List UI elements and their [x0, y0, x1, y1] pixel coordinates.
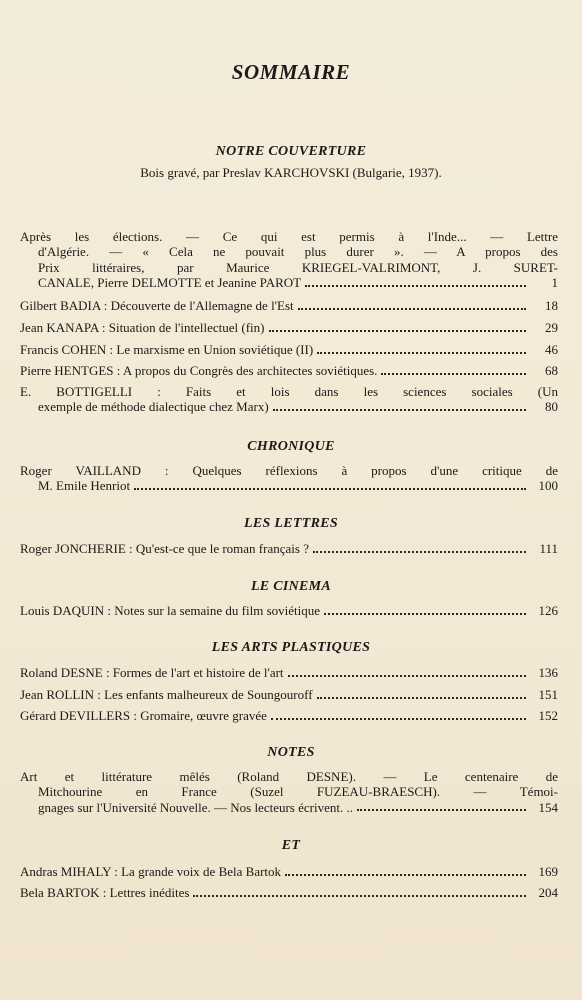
dot-leader — [305, 285, 526, 287]
page-number: 152 — [538, 708, 558, 723]
toc-entry-text: Andras MIHALY : La grande voix de Bela Bartok — [20, 864, 282, 879]
toc-entry-text: Bela BARTOK : Lettres inédites — [20, 885, 190, 900]
toc-entry-text: Pierre HENTGES : A propos du Congrès des architectes soviétiques. — [20, 363, 378, 378]
toc-entry — [20, 229, 558, 290]
dot-leader — [324, 613, 526, 615]
toc-entry-text: exemple de méthode dialectique chez Marx) — [38, 399, 269, 415]
toc-entry — [20, 298, 558, 313]
toc-entry-text: d'Algérie. — « Cela ne pouvait plus durer ». — A propos des — [38, 244, 558, 260]
toc-entry-text: Roland DESNE : Formes de l'art et histoire de l'art — [20, 665, 284, 680]
toc-entry-text: Roger JONCHERIE : Qu'est-ce que le roman français ? — [20, 541, 309, 556]
toc-entry — [20, 342, 558, 357]
cover-description: Bois gravé, par Preslav KARCHOVSKI (Bulgarie, 1937). — [140, 165, 442, 180]
page-title: SOMMAIRE — [231, 60, 351, 84]
page-number: 100 — [538, 478, 558, 494]
toc-entry-text: Prix littéraires, par Maurice KRIEGEL-VALRIMONT, J. SURET- — [38, 259, 558, 275]
section-heading-et: ET — [281, 838, 301, 853]
toc-entry-text: E. BOTTIGELLI : Faits et lois dans les sciences sociales (Un — [20, 384, 558, 399]
dot-leader — [269, 330, 527, 332]
dot-leader — [357, 809, 526, 811]
dot-leader — [381, 373, 526, 375]
dot-leader — [271, 718, 526, 720]
section-heading-lettres: LES LETTRES — [244, 516, 338, 531]
toc-entry-text: Francis COHEN : Le marxisme en Union soviétique (II) — [20, 342, 314, 357]
page-number: 80 — [545, 399, 558, 415]
page-number: 126 — [538, 603, 558, 618]
toc-entry — [20, 541, 558, 556]
toc-entry — [20, 463, 558, 494]
toc-entry-text: Art et littérature mêlés (Roland DESNE). — Le centenaire de — [20, 769, 558, 784]
dot-leader — [273, 409, 526, 411]
toc-entry-text: Mitchourine en France (Suzel FUZEAU-BRAESCH). — Témoi- — [38, 784, 558, 800]
toc-entry — [20, 885, 558, 900]
toc-entry — [20, 320, 558, 335]
toc-entry — [20, 363, 558, 378]
toc-entry — [20, 864, 558, 879]
dot-leader — [317, 697, 526, 699]
toc-entry-text: Louis DAQUIN : Notes sur la semaine du film soviétique — [20, 603, 321, 618]
toc-entry — [20, 687, 558, 702]
toc-entry-text: Jean KANAPA : Situation de l'intellectuel (fin) — [20, 320, 265, 335]
toc-entry — [20, 603, 558, 618]
toc-entry-text: Jean ROLLIN : Les enfants malheureux de Soungouroff — [20, 687, 313, 702]
page-number: 169 — [538, 864, 558, 879]
page-number: 204 — [538, 885, 558, 900]
page-number: 111 — [539, 541, 558, 556]
toc-entry — [20, 384, 558, 415]
section-heading-cinema: LE CINEMA — [250, 579, 332, 594]
section-heading-chronique: CHRONIQUE — [247, 439, 335, 454]
toc-entry — [20, 665, 558, 680]
toc-entry-text: Gilbert BADIA : Découverte de l'Allemagne de l'Est — [20, 298, 294, 313]
toc-entry-text: Roger VAILLAND : Quelques réflexions à propos d'une critique de — [20, 463, 558, 478]
dot-leader — [285, 874, 526, 876]
page-number: 68 — [545, 363, 558, 378]
dot-leader — [134, 488, 526, 490]
toc-entry-text: gnages sur l'Université Nouvelle. — Nos lecteurs écrivent. .. — [38, 799, 353, 815]
toc-entry — [20, 708, 558, 723]
page-number: 18 — [545, 298, 558, 313]
section-heading-notes: NOTES — [267, 745, 315, 760]
dot-leader — [313, 551, 526, 553]
toc-entry-text: Après les élections. — Ce qui est permis à l'Inde... — Lettre — [20, 229, 558, 244]
section-heading-arts: LES ARTS PLASTIQUES — [211, 640, 371, 655]
page-number: 29 — [545, 320, 558, 335]
dot-leader — [288, 675, 526, 677]
page-number: 154 — [538, 799, 558, 815]
toc-entry-text: Gérard DEVILLERS : Gromaire, œuvre gravée — [20, 708, 267, 723]
page-number: 1 — [551, 274, 558, 290]
dot-leader — [317, 352, 526, 354]
toc-entry — [20, 769, 558, 815]
page-number: 151 — [538, 687, 558, 702]
toc-entry-text: M. Emile Henriot — [38, 478, 131, 494]
dot-leader — [298, 308, 526, 310]
page-number: 46 — [545, 342, 558, 357]
section-heading-couverture: NOTRE COUVERTURE — [215, 144, 367, 159]
page-number: 136 — [538, 665, 558, 680]
toc-entry-text: CANALE, Pierre DELMOTTE et Jeanine PAROT — [38, 274, 302, 290]
dot-leader — [193, 895, 526, 897]
